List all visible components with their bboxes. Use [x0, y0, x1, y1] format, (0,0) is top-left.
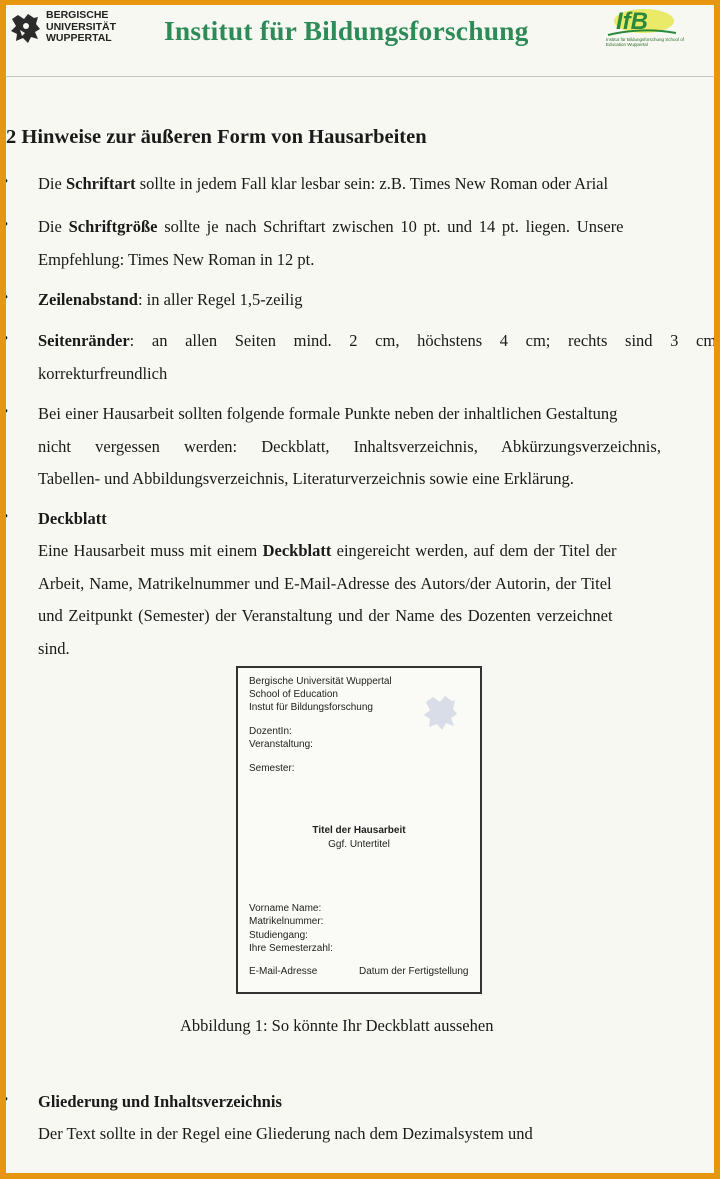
cover-name: Vorname Name:	[249, 903, 322, 914]
bullet-icon: •	[3, 404, 9, 420]
university-name-line: UNIVERSITÄT	[46, 20, 117, 33]
university-name	[46, 10, 116, 45]
text-line: sind.	[38, 639, 70, 658]
bold-term: Schriftart	[65, 174, 136, 193]
cover-sheet-example	[236, 666, 482, 994]
text-line: Bei einer Hausarbeit sollten folgende formale Punkte neben der inhaltlichen Gestaltung	[38, 404, 618, 423]
page-header	[6, 5, 714, 77]
institute-title: Institut für Bildungsforschung	[164, 15, 529, 46]
bold-term: Schriftgröße	[68, 217, 158, 236]
text-line	[38, 541, 616, 561]
section-heading: 2 Hinweise zur äußeren Form von Hausarbeiten	[6, 126, 427, 148]
bold-term: Seitenränder	[38, 331, 130, 350]
text-line: Empfehlung: Times New Roman in 12 pt.	[38, 250, 315, 269]
bullet-icon: •	[3, 290, 9, 306]
faded-crest-icon	[420, 692, 460, 732]
bold-term: Deckblatt	[262, 541, 332, 560]
text-run: Die	[38, 174, 66, 193]
text-run: sollte je nach Schriftart zwischen 10 pt. und 14 pt. liegen. Unsere	[157, 217, 624, 236]
figure-caption: Abbildung 1: So könnte Ihr Deckblatt aussehen	[180, 1016, 494, 1035]
cover-lecturer: DozentIn:	[249, 726, 292, 737]
cover-institute: Instut für Bildungsforschung	[249, 702, 373, 713]
text-line	[38, 290, 302, 310]
text-line: Der Text sollte in der Regel eine Gliederung nach dem Dezimalsystem und	[38, 1124, 533, 1143]
bold-term: Zeilenabstand	[38, 290, 138, 309]
document-page	[3, 5, 717, 1173]
university-name-line: BERGISCHE	[46, 9, 109, 21]
text-line: und Zeitpunkt (Semester) der Veranstaltung und der Name des Dozenten verzeichnet	[38, 606, 613, 625]
text-run: Eine Hausarbeit muss mit einem	[38, 541, 263, 560]
text-run: : in aller Regel 1,5-zeilig	[137, 290, 303, 309]
cover-title: Titel der Hausarbeit	[312, 825, 406, 836]
text-line	[38, 217, 624, 237]
bullet-icon: •	[3, 1092, 9, 1108]
cover-semester: Semester:	[249, 763, 295, 774]
bullet-icon: •	[3, 217, 9, 233]
text-run: Die	[38, 217, 69, 236]
header-divider	[6, 76, 714, 77]
cover-date: Datum der Fertigstellung	[359, 966, 469, 977]
cover-matrikel: Matrikelnummer:	[249, 916, 324, 927]
text-run: : an allen Seiten mind. 2 cm, höchstens 4 cm; rechts sind 3 cm	[129, 331, 717, 350]
bullet-icon: •	[3, 174, 9, 190]
text-line: Arbeit, Name, Matrikelnummer und E-Mail-Adresse des Autors/der Autorin, der Titel	[38, 574, 612, 593]
item-heading	[38, 509, 107, 529]
cover-course: Veranstaltung:	[249, 739, 313, 750]
text-line: Tabellen- und Abbildungsverzeichnis, Literaturverzeichnis sowie eine Erklärung.	[38, 469, 574, 488]
cover-semester-count: Ihre Semesterzahl:	[249, 943, 333, 954]
bullet-icon: •	[3, 331, 9, 347]
cover-email: E-Mail-Adresse	[249, 966, 318, 977]
bold-term: Gliederung und Inhaltsverzeichnis	[38, 1092, 282, 1111]
university-lion-logo-icon	[8, 11, 44, 47]
text-run: eingereicht werden, auf dem der Titel der	[331, 541, 617, 560]
bold-term: Deckblatt	[38, 509, 107, 528]
text-line	[38, 174, 608, 194]
ifb-logo-text: IfB	[616, 8, 648, 35]
cover-school: School of Education	[249, 689, 338, 700]
item-heading	[38, 1092, 282, 1112]
cover-subtitle: Ggf. Untertitel	[328, 839, 390, 850]
text-run: sollte in jedem Fall klar lesbar sein: z.B. Times New Roman oder Arial	[135, 174, 609, 193]
cover-university: Bergische Universität Wuppertal	[249, 676, 392, 687]
university-name-line: WUPPERTAL	[46, 32, 112, 44]
text-line: nicht vergessen werden: Deckblatt, Inhaltsverzeichnis, Abkürzungsverzeichnis,	[38, 437, 661, 456]
cover-program: Studiengang:	[249, 930, 308, 941]
ifb-logo-subtext: Institut für Bildungsforschung School of Education Wuppertal	[606, 37, 685, 47]
text-line: korrekturfreundlich	[38, 364, 168, 383]
text-line	[38, 331, 716, 351]
bullet-icon: •	[3, 509, 9, 525]
